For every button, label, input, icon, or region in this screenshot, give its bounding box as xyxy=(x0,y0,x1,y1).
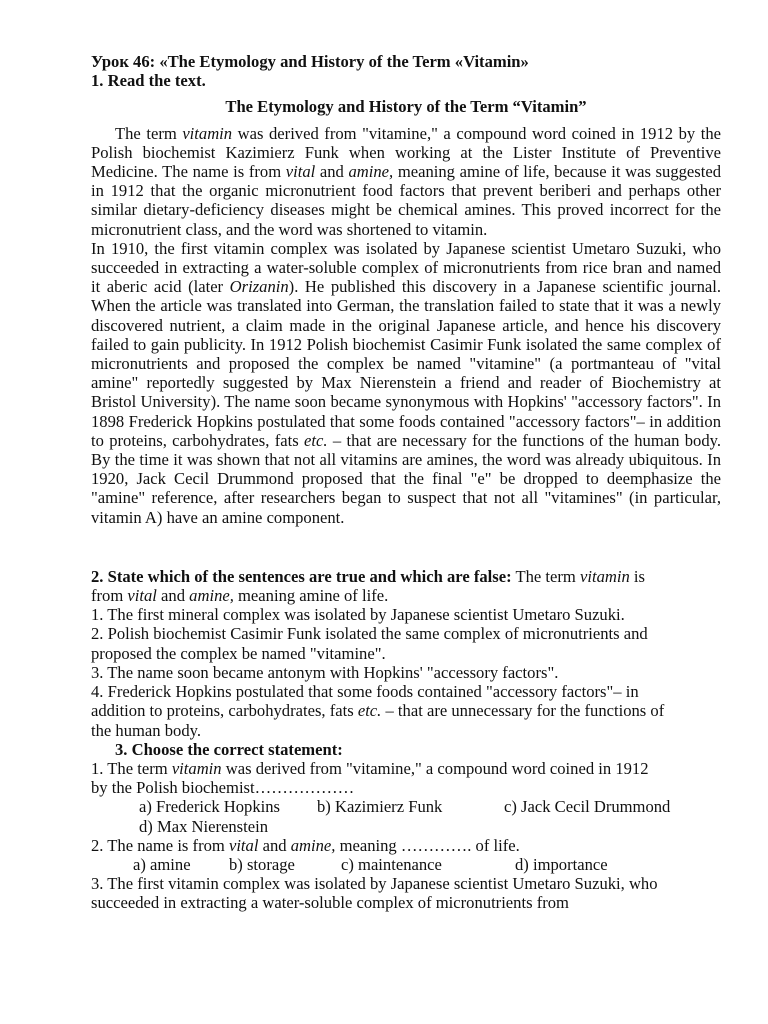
lesson-heading: Урок 46: «The Etymology and History of the Term «Vitamin» xyxy=(91,52,529,71)
q1-option-c[interactable]: c) Jack Cecil Drummond xyxy=(504,797,671,817)
section2-title: 2. State which of the sentences are true and which are false: xyxy=(91,566,512,586)
q2-option-d[interactable]: d) importance xyxy=(515,854,608,874)
section3-title: 3. Choose the correct statement: xyxy=(115,739,343,759)
statement-4-cont: addition to proteins, carbohydrates, fats etc. – that are unnecessary for the functions of xyxy=(91,701,665,721)
q2-option-b[interactable]: b) storage xyxy=(229,854,295,874)
question-1-options xyxy=(91,797,721,816)
q1-option-a[interactable]: a) Frederick Hopkins xyxy=(139,797,281,817)
statement-4-end: the human body. xyxy=(91,720,201,740)
question-1-options-row2 xyxy=(91,817,721,836)
q2-option-c[interactable]: c) maintenance xyxy=(341,854,442,874)
task1-heading: 1. Read the text. xyxy=(91,71,206,91)
q2-option-a[interactable]: a) amine xyxy=(133,854,191,874)
question-1-cont: by the Polish biochemist……………… xyxy=(91,778,355,798)
statement-2: 2. Polish biochemist Casimir Funk isolated the same complex of micronutrients and xyxy=(91,624,648,644)
section2-intro: 2. State which of the sentences are true and which are false: The term vitamin is xyxy=(91,566,645,586)
q1-option-b[interactable]: b) Kazimierz Funk xyxy=(317,797,443,817)
statement-3: 3. The name soon became antonym with Hopkins' "accessory factors". xyxy=(91,662,559,682)
section-choose xyxy=(91,740,721,913)
section2-intro-cont: from vital and amine, meaning amine of life. xyxy=(91,586,389,606)
section-true-false xyxy=(91,567,721,740)
statement-1: 1. The first mineral complex was isolated by Japanese scientist Umetaro Suzuki. xyxy=(91,605,625,625)
paragraph-1: The term vitamin was derived from "vitamine," a compound word coined in 1912 by the Polish biochemist Kazimierz Funk when working at the Lister Institute of Preventive Medicine. The name is from vital and amine, meaning amine of life, because it was suggested in 1912 that the organic micronutrient food factors that prevent beriberi and perhaps other similar dietary-deficiency diseases might be chemical amines. This proved incorrect for the micronutrient class, and the word was shortened to vitamin. xyxy=(91,123,722,239)
document-page xyxy=(91,52,721,912)
q1-option-d[interactable]: d) Max Nierenstein xyxy=(139,816,269,836)
question-2-options xyxy=(91,855,721,874)
paragraph-2: In 1910, the first vitamin complex was isolated by Japanese scientist Umetaro Suzuki, who succeeded in extracting a water-soluble complex of micronutrients from rice bran and named it aberic acid (later Orizanin). He published this discovery in a Japanese scientific journal. When the article was translated into German, the translation failed to state that it was a newly discovered nutrient, a claim made in the original Japanese article, and hence his discovery failed to gain publicity. In 1912 Polish biochemist Casimir Funk isolated the same complex of micronutrients and proposed the complex be named "vitamine" (a portmanteau of "vital amine" reportedly suggested by Max Nierenstein a friend and reader of Biochemistry at Bristol University). The name soon became synonymous with Hopkins' "accessory factors". In 1898 Frederick Hopkins postulated that some foods contained "accessory factors"– in addition to proteins, carbohydrates, fats etc. – that are necessary for the functions of the human body. By the time it was shown that not all vitamins are amines, the word was already ubiquitous. In 1920, Jack Cecil Drummond proposed that the final "e" be dropped to deemphasize the "amine" reference, after researchers began to suspect that not all "vitamines" (in particular, vitamin A) have an amine component. xyxy=(91,238,721,527)
question-1: 1. The term vitamin was derived from "vitamine," a compound word coined in 1912 xyxy=(91,758,649,778)
question-3-cont: succeeded in extracting a water-soluble complex of micronutrients from xyxy=(91,893,569,913)
question-3: 3. The first vitamin complex was isolated by Japanese scientist Umetaro Suzuki, who xyxy=(91,874,658,894)
text-title: The Etymology and History of the Term “Vitamin” xyxy=(225,97,587,117)
question-2: 2. The name is from vital and amine, meaning …………. of life. xyxy=(91,835,520,855)
statement-2-cont: proposed the complex be named "vitamine". xyxy=(91,643,386,663)
spacer xyxy=(91,527,721,567)
statement-4: 4. Frederick Hopkins postulated that some foods contained "accessory factors"– in xyxy=(91,682,639,702)
